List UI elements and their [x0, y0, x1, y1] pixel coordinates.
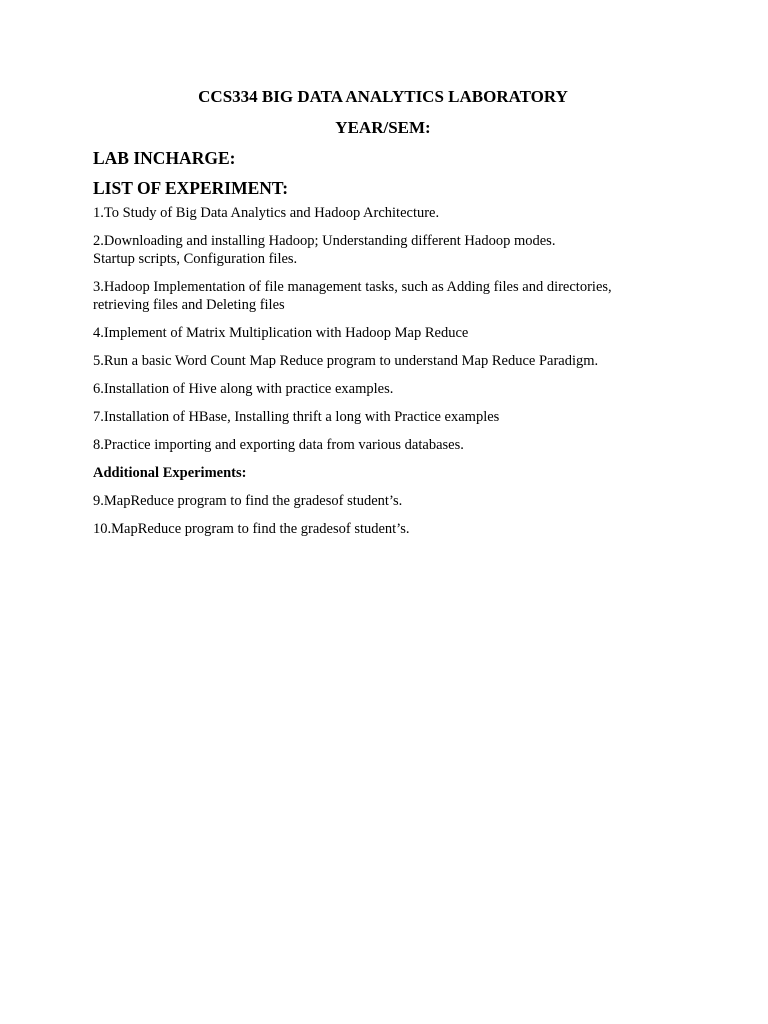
additional-experiments-heading: Additional Experiments: [93, 465, 247, 481]
experiment-line: 4.Implement of Matrix Multiplication with Hadoop Map Reduce [93, 325, 469, 341]
experiment-item-4 [93, 324, 688, 342]
experiment-line: 5.Run a basic Word Count Map Reduce program to understand Map Reduce Paradigm. [93, 353, 599, 369]
experiment-line: 3.Hadoop Implementation of file management tasks, such as Adding files and directories, [93, 279, 612, 295]
experiment-item-10 [93, 520, 688, 538]
lab-incharge-label: LAB INCHARGE: [93, 148, 236, 168]
experiment-line: 7.Installation of HBase, Installing thrift a long with Practice examples [93, 409, 500, 425]
experiment-line: 9.MapReduce program to find the gradesof student’s. [93, 493, 403, 509]
experiment-item-7 [93, 408, 688, 426]
experiment-item-3 [93, 278, 688, 314]
experiment-line-continued: Startup scripts, Configuration files. [93, 251, 298, 267]
experiment-item-2 [93, 232, 688, 268]
experiment-line: 10.MapReduce program to find the gradesof student’s. [93, 521, 410, 537]
experiment-line: 1.To Study of Big Data Analytics and Hadoop Architecture. [93, 205, 440, 221]
list-of-experiment-heading: LIST OF EXPERIMENT: [93, 178, 289, 198]
experiment-list [93, 204, 688, 538]
experiment-item-8 [93, 436, 688, 454]
experiment-item-5 [93, 352, 688, 370]
document-title: CCS334 BIG DATA ANALYTICS LABORATORY [198, 87, 568, 106]
experiment-line: 2.Downloading and installing Hadoop; Understanding different Hadoop modes. [93, 233, 556, 249]
year-sem-label: YEAR/SEM: [335, 118, 431, 137]
experiment-line: 8.Practice importing and exporting data from various databases. [93, 437, 464, 453]
experiment-line: 6.Installation of Hive along with practice examples. [93, 381, 394, 397]
experiment-line-continued: retrieving files and Deleting files [93, 297, 285, 313]
experiment-item-1 [93, 204, 688, 222]
experiment-item-6 [93, 380, 688, 398]
experiment-item-9 [93, 492, 688, 510]
